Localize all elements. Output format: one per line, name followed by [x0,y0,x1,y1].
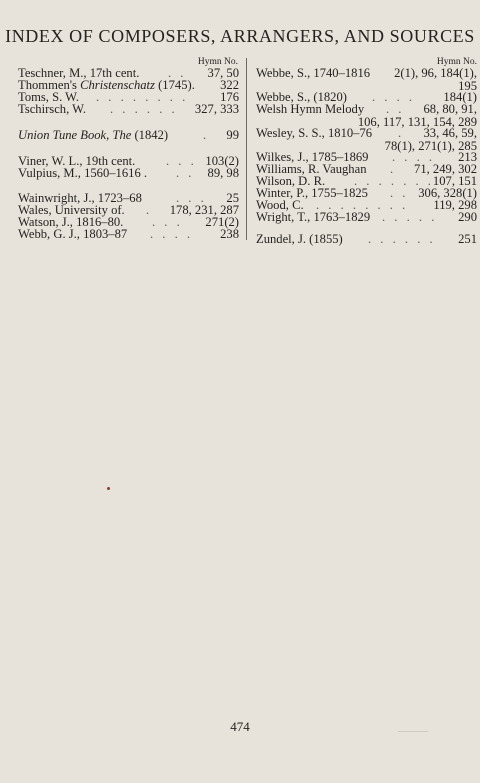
entry-hymn-numbers: 33, 46, 59, [423,126,477,140]
leader-dots: . . . [152,215,183,229]
leader-dots: . . [168,66,187,80]
entry-date: (1745). [154,78,195,92]
page-number: 474 [230,719,250,734]
entry-name: Watson, J., 1816–80. [18,215,124,229]
entry-name: Vulpius, M., 1560–1616 . [18,166,148,180]
leader-dots: . . . . . . . . [96,90,189,104]
entry-name: Tschirsch, W. [18,102,87,116]
entry-name: Wilkes, J., 1785–1869 [256,150,369,164]
entry-name: Thommen's [18,78,81,92]
leader-dots: . . [386,102,405,116]
entry-hymn-numbers: 37, 50 [207,66,239,80]
entry-hymn-numbers: 119, 298 [433,198,477,212]
entry-date: (1842) [131,128,169,142]
entry-source-title: Christenschatz [80,78,155,92]
leader-dots: . . . . . [382,210,438,224]
leader-dots: . . . [176,191,207,205]
entry-name: Welsh Hymn Melody [256,102,365,116]
entry-name: Wilson, D. R. [256,174,326,188]
entry-name: Wesley, S. S., 1810–76 [256,126,373,140]
faint-rule [398,731,428,732]
entry-hymn-numbers: 2(1), 96, 184(1), [394,66,477,80]
leader-dots: . . . . . . . . [316,198,409,212]
entry-hymn-numbers: 89, 98 [207,166,239,180]
entry-hymn-numbers: 184(1) [443,90,477,104]
leader-dots: . . [176,166,195,180]
entry-hymn-numbers: 238 [220,227,239,241]
entry-hymn-numbers: 213 [458,150,477,164]
leader-dots: . . . [166,154,197,168]
entry-hymn-numbers: 271(2) [205,215,239,229]
column-divider [246,58,247,240]
entry-hymn-numbers: 107, 151 [432,174,477,188]
leader-dots: . . [390,186,409,200]
entry-name: Teschner, M., 17th cent. [18,66,140,80]
entry-source-title: Union Tune Book, The [18,128,132,142]
entry-name: Wainwright, J., 1723–68 [18,191,142,205]
entry-name: Webb, G. J., 1803–87 [18,227,128,241]
right-column-header: Hymn No. [436,57,477,67]
entry-name: Viner, W. L., 19th cent. [18,154,136,168]
leader-dots: . . . . . . [110,102,178,116]
entry-hymn-numbers: 176 [220,90,239,104]
entry-name: Wood, C. [256,198,304,212]
entry-hymn-numbers: 251 [458,232,477,246]
entry-hymn-numbers: 25 [226,191,239,205]
leader-dots: . . . . . . . [354,174,434,188]
leader-dots: . . . . . . [368,232,436,246]
entry-hymn-numbers-continued: 78(1), 271(1), 285 [384,139,477,153]
entry-hymn-numbers: 99 [226,128,239,142]
entry-hymn-numbers: 327, 333 [194,102,239,116]
leader-dots: . [390,162,397,176]
entry-name: Wright, T., 1763–1829 [256,210,371,224]
entry-hymn-numbers: 103(2) [205,154,239,168]
leader-dots: . [146,203,153,217]
entry-name: Webbe, S., 1740–1816 [256,66,371,80]
entry-hymn-numbers: 322 [220,78,239,92]
entry-name: Webbe, S., (1820) [256,90,347,104]
entry-name: Toms, S. W. [18,90,80,104]
leader-dots: . [398,126,405,140]
entry-hymn-numbers-continued: 195 [458,79,477,93]
entry-hymn-numbers-continued: 106, 117, 131, 154, 289 [357,115,477,129]
leader-dots: . . . . [392,150,436,164]
leader-dots: . . . . [372,90,416,104]
entry-hymn-numbers: 290 [458,210,477,224]
leader-dots: . . . . [150,227,194,241]
entry-hymn-numbers: 68, 80, 91, [423,102,477,116]
left-column-header: Hymn No. [197,57,238,67]
entry-name: Wales, University of. [18,203,125,217]
entry-hymn-numbers: 71, 249, 302 [414,162,477,176]
page-title: INDEX OF COMPOSERS, ARRANGERS, AND SOURCES [5,26,475,46]
entry-name: Winter, P., 1755–1825 [256,186,368,200]
entry-hymn-numbers: 306, 328(1) [418,186,477,200]
entry-name: Zundel, J. (1855) [256,232,343,246]
leader-dots: . [203,128,210,142]
entry-hymn-numbers: 178, 231, 287 [169,203,239,217]
paper-speck [107,487,110,490]
entry-name: Williams, R. Vaughan [256,162,367,176]
